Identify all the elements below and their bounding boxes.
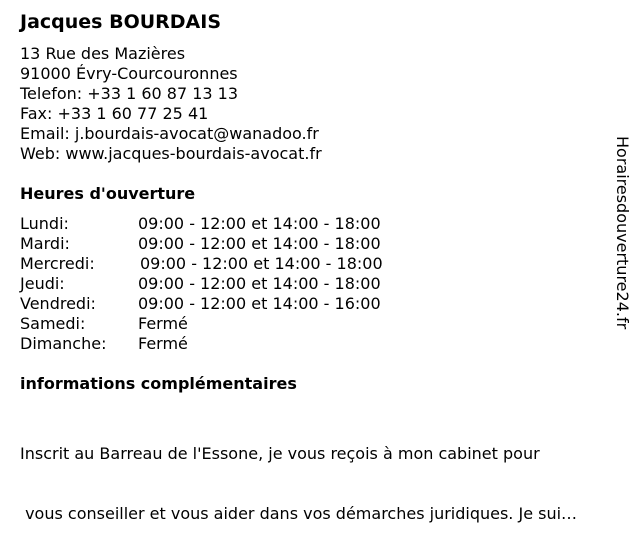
address-street: 13 Rue des Mazières	[20, 44, 186, 63]
opening-hours-title: Heures d'ouverture	[20, 184, 196, 203]
hours-time-value: 09:00 - 12:00 et 14:00 - 18:00	[140, 254, 383, 273]
hours-time-value: Fermé	[138, 314, 188, 333]
hours-day-label: Samedi:	[20, 314, 86, 333]
description-line: Inscrit au Barreau de l'Essone, je vous reçois à mon cabinet pour	[20, 444, 540, 463]
fax-number: Fax: +33 1 60 77 25 41	[20, 104, 209, 123]
hours-day-label: Mercredi:	[20, 254, 95, 273]
business-name: Jacques BOURDAIS	[20, 11, 222, 33]
website-address: Web: www.jacques-bourdais-avocat.fr	[20, 144, 322, 163]
hours-time-value: Fermé	[138, 334, 188, 353]
hours-time-value: 09:00 - 12:00 et 14:00 - 18:00	[138, 234, 381, 253]
additional-info-title: informations complémentaires	[20, 374, 297, 393]
hours-time-value: 09:00 - 12:00 et 14:00 - 16:00	[138, 294, 381, 313]
phone-number: Telefon: +33 1 60 87 13 13	[20, 84, 239, 103]
description-line: vous conseiller et vous aider dans vos démarches juridiques. Je sui…	[20, 504, 578, 523]
hours-day-label: Jeudi:	[20, 274, 65, 293]
hours-time-value: 09:00 - 12:00 et 14:00 - 18:00	[138, 214, 381, 233]
hours-day-label: Vendredi:	[20, 294, 96, 313]
address-city: 91000 Évry-Courcouronnes	[20, 64, 238, 83]
hours-day-label: Dimanche:	[20, 334, 107, 353]
contact-block	[20, 44, 322, 164]
hours-time-value: 09:00 - 12:00 et 14:00 - 18:00	[138, 274, 381, 293]
hours-day-label: Lundi:	[20, 214, 69, 233]
watermark-text: Horairesdouverture24.fr	[613, 136, 632, 330]
email-address: Email: j.bourdais-avocat@wanadoo.fr	[20, 124, 319, 143]
hours-day-label: Mardi:	[20, 234, 70, 253]
additional-info-text	[20, 404, 635, 544]
